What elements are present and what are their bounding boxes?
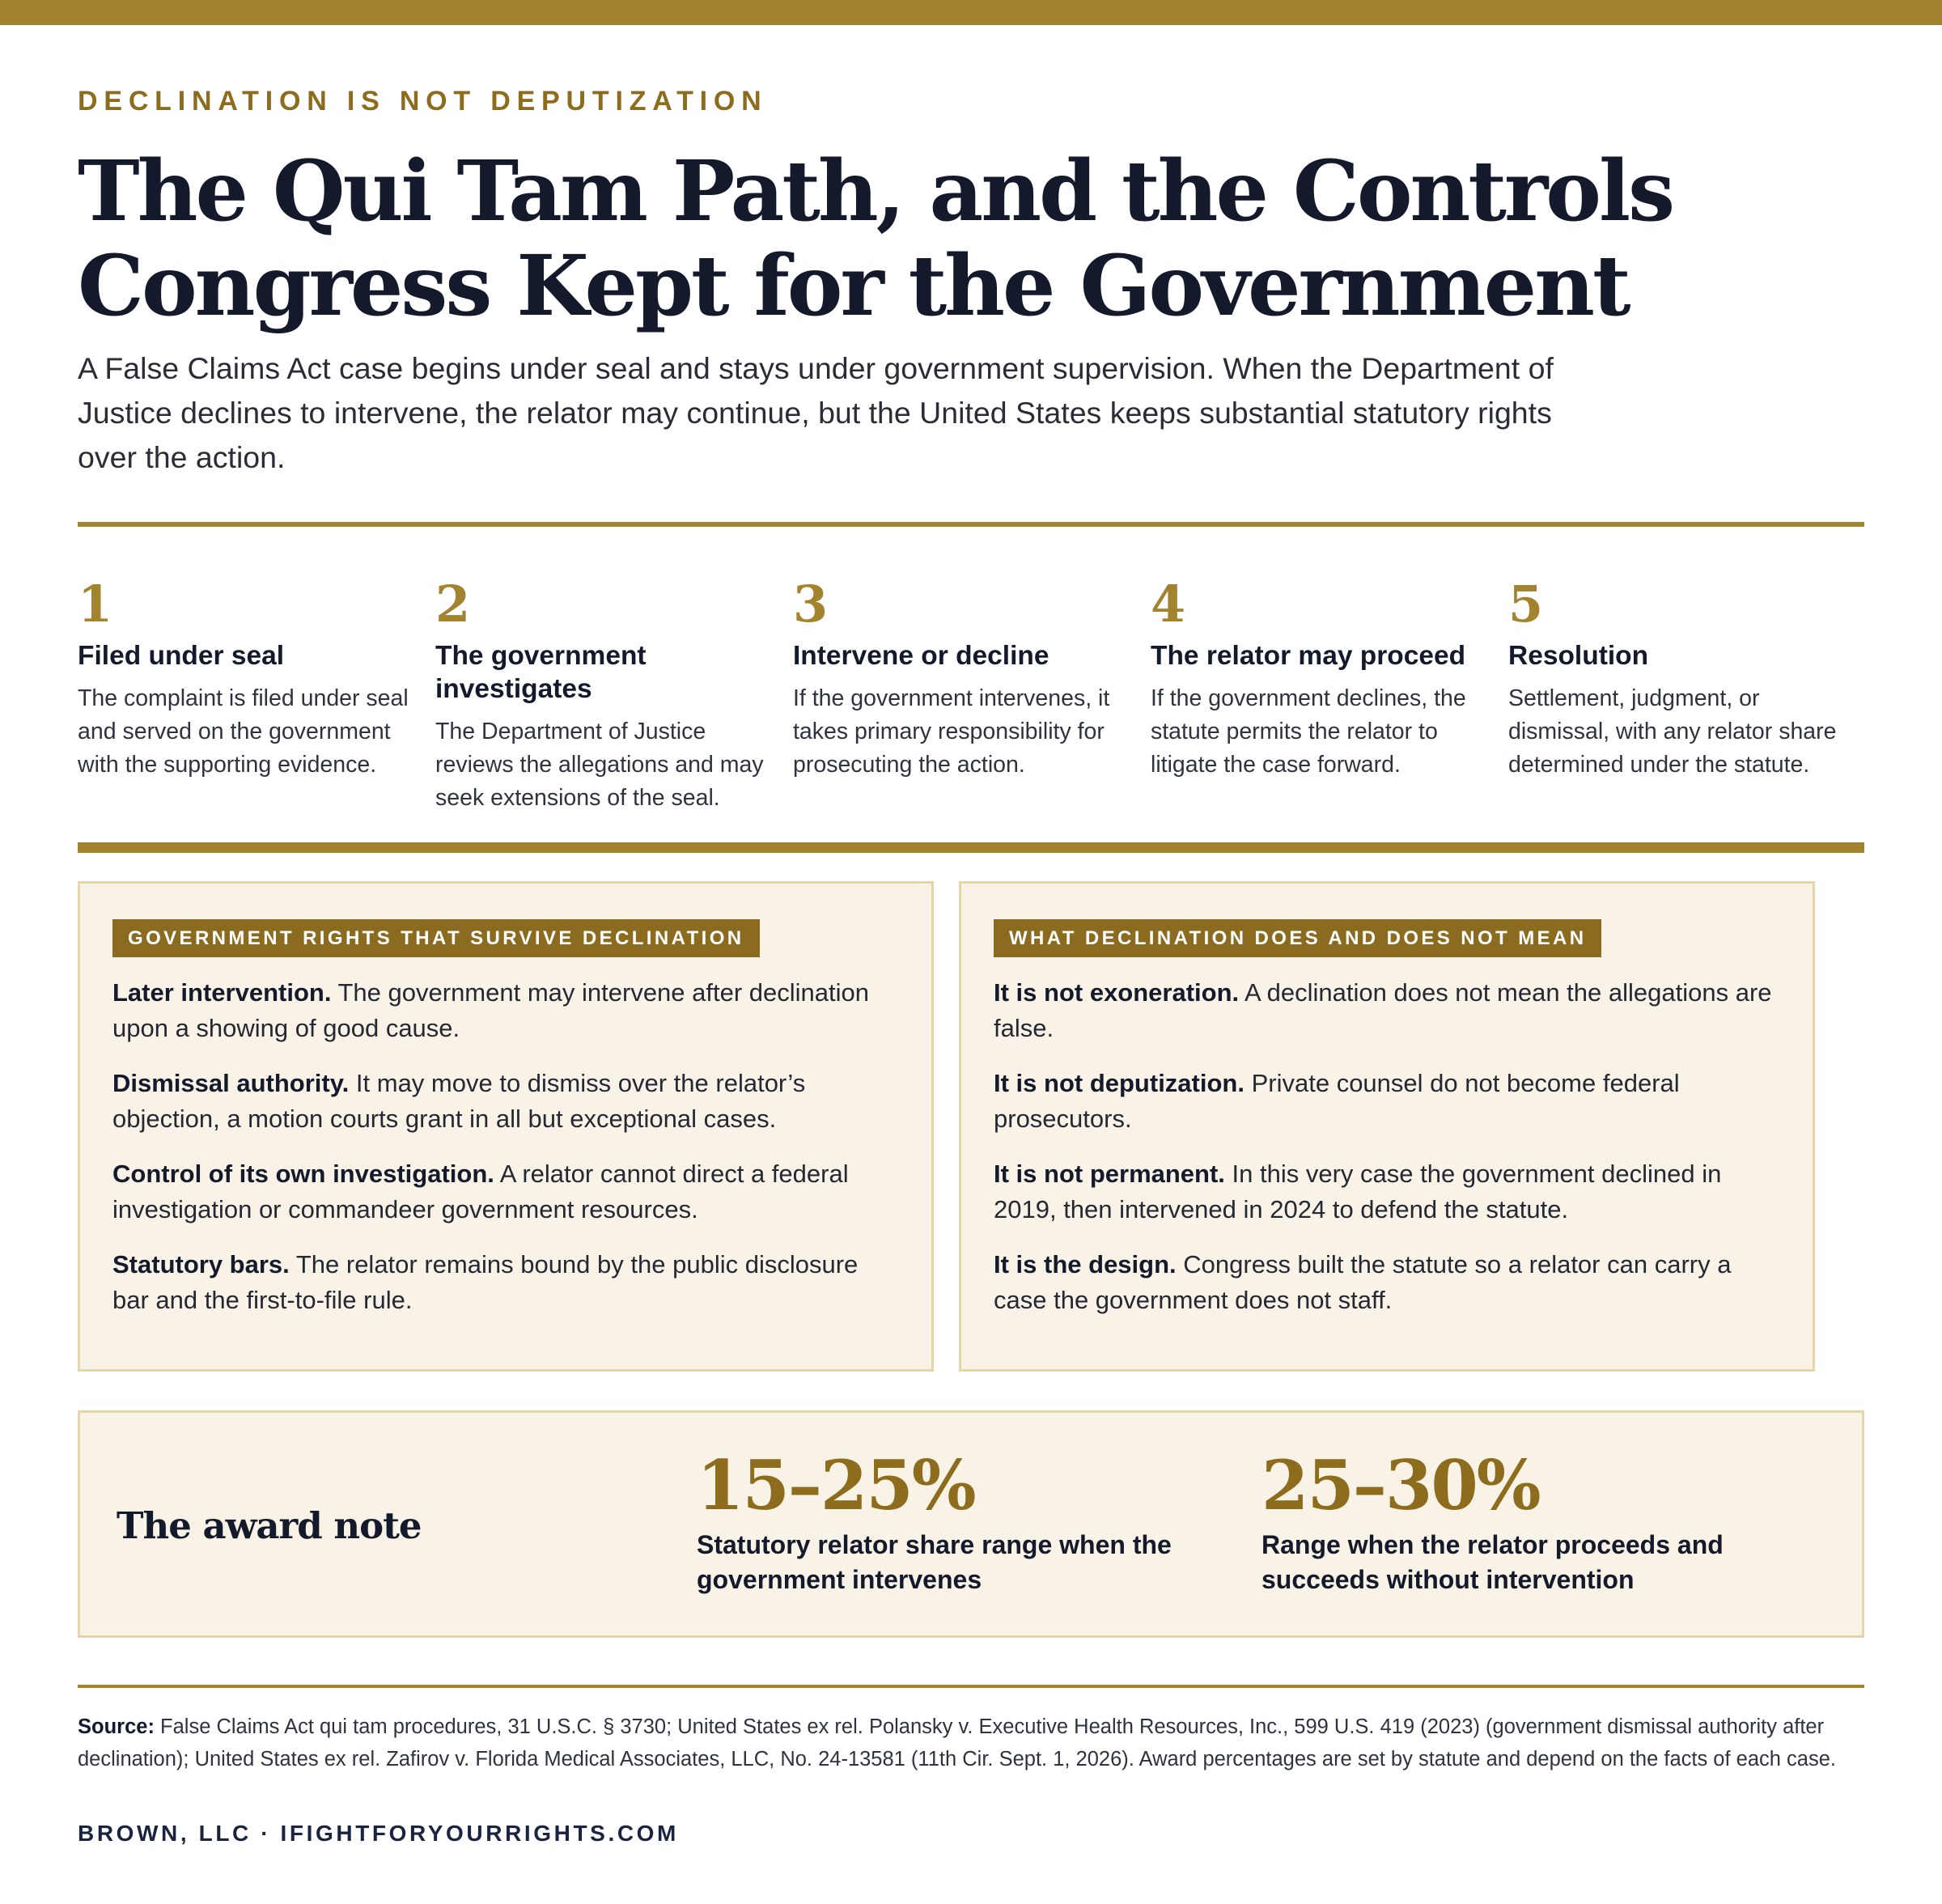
panel-item-lead: It is the design. (994, 1250, 1177, 1279)
step-5 (1508, 576, 1848, 782)
award-stat-label: Statutory relator share range when the government intervenes (697, 1530, 1172, 1594)
step-title: Intervene or decline (793, 641, 1049, 671)
panel-item-lead: Dismissal authority. (112, 1069, 350, 1097)
panel-item-text: Congress built the statute so a relator can carry a case the government does not staff. (994, 1250, 1732, 1314)
panel-government-rights (78, 881, 934, 1372)
award-note-title: The award note (117, 1504, 422, 1547)
panel-item-list (994, 975, 1780, 1318)
panel-item (994, 1156, 1780, 1228)
source-label: Source: (78, 1715, 155, 1738)
panel-tag: GOVERNMENT RIGHTS THAT SURVIVE DECLINATION (112, 919, 760, 957)
award-stat-value: 15–25% (697, 1445, 975, 1525)
panel-item-lead: It is not deputization. (994, 1069, 1244, 1097)
award-stat-label: Range when the relator proceeds and succeeds without intervention (1261, 1530, 1724, 1594)
panel-item (994, 975, 1780, 1046)
step-4 (1151, 576, 1490, 782)
step-title: The relator may proceed (1151, 641, 1466, 671)
award-stat-value: 25–30% (1261, 1445, 1540, 1525)
panel-item (112, 1156, 899, 1228)
step-number: 4 (1151, 575, 1186, 634)
panel-item-lead: It is not permanent. (994, 1160, 1225, 1188)
step-description: If the government declines, the statute permits the relator to litigate the case forward. (1151, 685, 1466, 778)
source-note (78, 1711, 1864, 1775)
panel-item-text: In this very case the government declined in 2019, then intervened in 2024 to defend the statute. (994, 1160, 1722, 1223)
step-title: Filed under seal (78, 641, 285, 671)
panel-declination-meaning (959, 881, 1815, 1372)
step-description: The Department of Justice reviews the allegations and may seek extensions of the seal. (435, 719, 764, 811)
panel-item-lead: Control of its own investigation. (112, 1160, 494, 1188)
divider-top (78, 522, 1864, 527)
panel-item (112, 975, 899, 1046)
source-text: False Claims Act qui tam procedures, 31 U.S.C. § 3730; United States ex rel. Polansky v. Executive Health Resources, Inc., 599 U.S. 419 (2023) (government dismissal authority after declination); United States ex rel. Zafirov v. Florida Medical Associates, LLC, No. 24-13581 (11th Cir. Sept. 1, 2026). Award percentages are set by statute and depend on the facts of each case. (78, 1715, 1836, 1770)
panel-item (112, 1247, 899, 1318)
step-title: Resolution (1508, 641, 1649, 671)
step-number: 1 (78, 575, 113, 634)
page-title (78, 142, 1673, 335)
panel-item-text: The government may intervene after declination upon a showing of good cause. (112, 978, 870, 1042)
top-accent-bar (0, 0, 1942, 25)
panel-item (994, 1247, 1780, 1318)
page-title-line-1: The Qui Tam Path, and the Controls (78, 142, 1673, 240)
step-3 (793, 576, 1133, 782)
award-stat-intervened (697, 1445, 1215, 1597)
panel-item-text: The relator remains bound by the public disclosure bar and the first-to-file rule. (112, 1250, 859, 1314)
panel-item-lead: Statutory bars. (112, 1250, 290, 1279)
panel-item (112, 1066, 899, 1137)
panel-item-text: A relator cannot direct a federal investigation or commandeer government resources. (112, 1160, 849, 1223)
award-stat-declined (1261, 1445, 1779, 1597)
step-2 (435, 576, 775, 815)
panel-item-text: It may move to dismiss over the relator’s objection, a motion courts grant in all but exceptional cases. (112, 1069, 806, 1133)
panel-item-lead: It is not exoneration. (994, 978, 1240, 1007)
step-number: 2 (435, 575, 471, 634)
step-description: If the government intervenes, it takes primary responsibility for prosecuting the action. (793, 685, 1110, 778)
divider-source (78, 1685, 1864, 1688)
award-note-box (78, 1410, 1864, 1638)
intro-paragraph: A False Claims Act case begins under seal and stays under government supervision. When the Department of Justice declines to intervene, the relator may continue, but the United States keeps substantial statutory rights over the action. (78, 351, 1554, 474)
panel-item-list (112, 975, 899, 1318)
panel-item-text: Private counsel do not become federal prosecutors. (994, 1069, 1680, 1133)
divider-steps (78, 842, 1864, 853)
step-title: The government investigates (435, 641, 647, 704)
step-number: 3 (793, 575, 829, 634)
eyebrow: DECLINATION IS NOT DEPUTIZATION (78, 86, 768, 117)
step-1 (78, 576, 418, 782)
page-title-line-2: Congress Kept for the Government (78, 237, 1629, 335)
panel-item-text: A declination does not mean the allegations are false. (994, 978, 1772, 1042)
panel-item-lead: Later intervention. (112, 978, 332, 1007)
panel-item (994, 1066, 1780, 1137)
panel-tag: WHAT DECLINATION DOES AND DOES NOT MEAN (994, 919, 1601, 957)
step-description: The complaint is filed under seal and served on the government with the supporting evidence. (78, 685, 409, 778)
step-description: Settlement, judgment, or dismissal, with any relator share determined under the statute. (1508, 685, 1837, 778)
footer-brand: BROWN, LLC · IFIGHTFORYOURRIGHTS.COM (78, 1821, 679, 1846)
step-number: 5 (1508, 575, 1544, 634)
